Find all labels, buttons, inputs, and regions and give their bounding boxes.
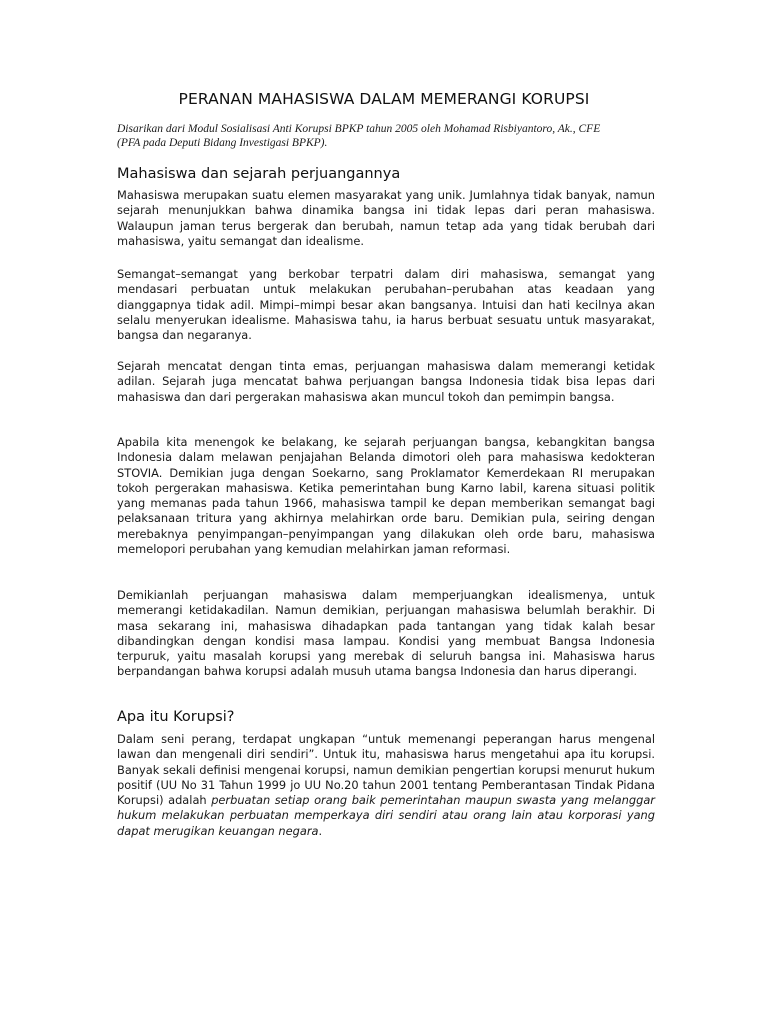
source-note-line-1: Disarikan dari Modul Sosialisasi Anti Korupsi BPKP tahun 2005 oleh Mohamad Risbiyantoro, Ak., CFE — [117, 123, 601, 135]
source-note-line-2: (PFA pada Deputi Bidang Investigasi BPKP). — [117, 137, 328, 149]
document-title: PERANAN MAHASISWA DALAM MEMERANGI KORUPSI — [178, 90, 590, 108]
paragraph-2: Semangat–semangat yang berkobar terpatri dalam diri mahasiswa, semangat yang mendasari perbuatan untuk melakukan perubahan–perubahan atas keadaan yang dianggapnya tidak adil. Mimpi–mimpi besar akan bangsanya. Intuisi dan hati kecilnya akan selalu menyerukan idealisme. Mahasiswa tahu, ia harus berbuat sesuatu untuk masyarakat, bangsa dan negaranya. — [117, 267, 655, 343]
paragraph-1: Mahasiswa merupakan suatu elemen masyarakat yang unik. Jumlahnya tidak banyak, namun sejarah menunjukkan bahwa dinamika bangsa ini tidak lepas dari peran mahasiswa. Walaupun jaman terus bergerak dan berubah, namun tetap ada yang tidak berubah dari mahasiswa, yaitu semangat dan idealisme. — [117, 188, 655, 248]
paragraph-4: Apabila kita menengok ke belakang, ke sejarah perjuangan bangsa, kebangkitan bangsa Indonesia dalam melawan penjajahan Belanda dimotori oleh para mahasiswa kedokteran STOVIA. Demikian juga dengan Soekarno, sang Proklamator Kemerdekaan RI merupakan tokoh pergerakan mahasiswa. Ketika pemerintahan bung Karno labil, karena situasi politik yang memanas pada tahun 1966, mahasiswa tampil ke depan memberikan semangat bagi pelaksanaan tritura yang akhirnya melahirkan orde baru. Demikian pula, seiring dengan merebaknya penyimpangan–penyimpangan yang dilakukan oleh orde baru, mahasiswa memelopori perubahan yang kemudian melahirkan jaman reformasi. — [117, 435, 655, 557]
definition-text: Dalam seni perang, terdapat ungkapan “untuk memenangi peperangan harus mengenal lawan dan mengenali diri sendiri”. Untuk itu, mahasiswa harus mengetahui apa itu korupsi. Banyak sekali definisi mengenai korupsi, namun demikian pengertian korupsi menurut hukum positif (UU No 31 Tahun 1999 jo UU No.20 tahun 2001 tentang Pemberantasan Tindak Pidana Korupsi) adalah — [117, 732, 655, 808]
paragraph-3: Sejarah mencatat dengan tinta emas, perjuangan mahasiswa dalam memerangi ketidak adilan. Sejarah juga mencatat bahwa perjuangan bangsa Indonesia tidak bisa lepas dari mahasiswa dan dari pergerakan mahasiswa akan muncul tokoh dan pemimpin bangsa. — [117, 359, 655, 404]
definition-end: . — [318, 823, 323, 838]
source-note — [117, 122, 677, 150]
section-heading-history: Mahasiswa dan sejarah perjuangannya — [117, 166, 401, 182]
definition-italic: perbuatan setiap orang baik pemerintahan maupun swasta yang melanggar hukum melakukan perbuatan memperkaya diri sendiri atau orang lain atau korporasi yang dapat merugikan keuangan negara — [117, 793, 655, 838]
paragraph-definition — [117, 732, 655, 839]
section-heading-corruption: Apa itu Korupsi? — [117, 709, 235, 725]
paragraph-5: Demikianlah perjuangan mahasiswa dalam memperjuangkan idealismenya, untuk memerangi ketidakadilan. Namun demikian, perjuangan mahasiswa belumlah berakhir. Di masa sekarang ini, mahasiswa dihadapkan pada tantangan yang tidak kalah besar dibandingkan dengan kondisi masa lampau. Kondisi yang membuat Bangsa Indonesia terpuruk, yaitu masalah korupsi yang merebak di seluruh bangsa ini. Mahasiswa harus berpandangan bahwa korupsi adalah musuh utama bangsa Indonesia dan harus diperangi. — [117, 588, 655, 679]
